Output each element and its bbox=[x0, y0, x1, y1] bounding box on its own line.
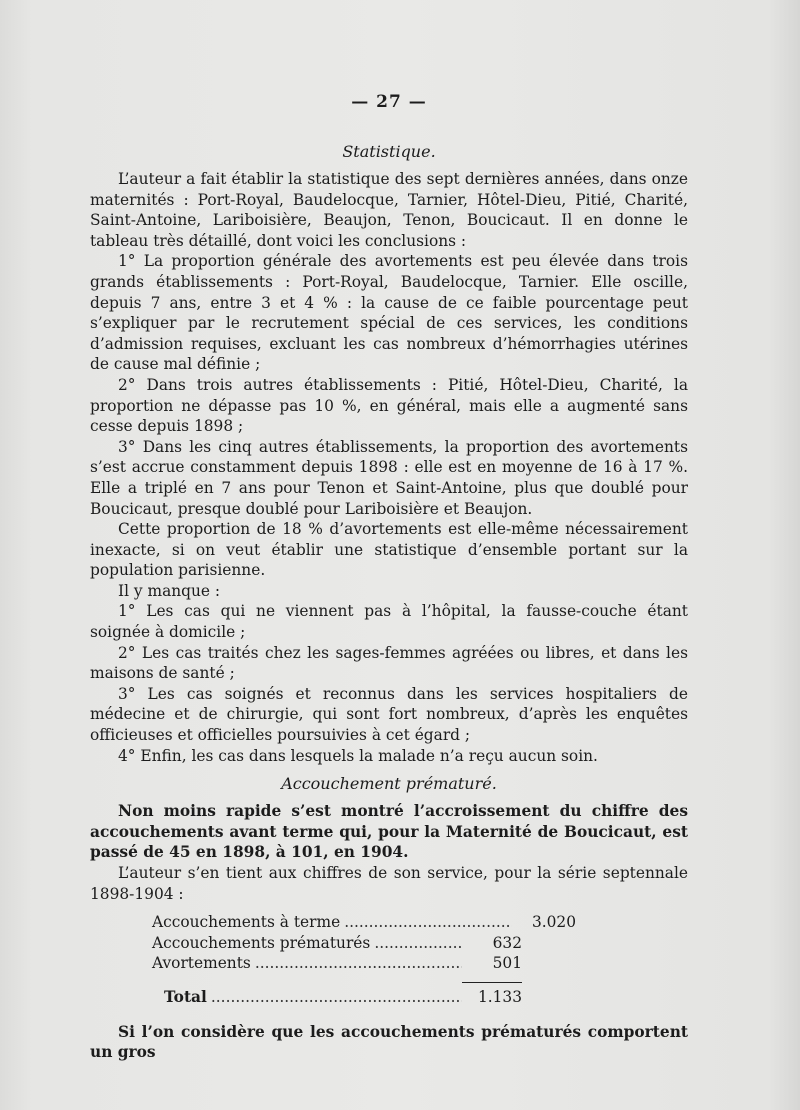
paragraph: L’auteur a fait établir la statistique des sept dernières années, dans onze maternités : Port-Royal, Baudelocque, Tarnier, Hôtel-Dieu, Pitié, Charité, Saint-Antoine, Lariboisière, Beaujon, Tenon, Boucicaut. Il en donne le tableau très détaillé, dont voici les conclusions : bbox=[90, 170, 688, 250]
total-label: Total bbox=[164, 987, 207, 1006]
leader-dots bbox=[344, 912, 512, 933]
sum-rule bbox=[462, 982, 522, 983]
row-label: Accouchements à terme bbox=[152, 913, 341, 932]
paragraph: 2° Les cas traités chez les sages-femmes agréées ou libres, et dans les maisons de santé ; bbox=[90, 643, 688, 683]
paragraph-continued: Si l’on considère que les accouchements prématurés comportent un gros bbox=[90, 1022, 688, 1062]
section-title-statistique: Statistique. bbox=[342, 142, 436, 161]
statistics-table bbox=[152, 912, 576, 1007]
row-value: 501 bbox=[492, 954, 522, 973]
page-number: — 27 — bbox=[351, 92, 427, 112]
table-row bbox=[152, 933, 522, 954]
row-value: 3.020 bbox=[531, 913, 576, 932]
total-value: 1.133 bbox=[477, 987, 522, 1006]
paragraph: Il y manque : bbox=[118, 581, 221, 600]
table-row bbox=[152, 912, 576, 933]
table-row bbox=[152, 953, 522, 974]
paragraph: Non moins rapide s’est montré l’accroissement du chiffre des accouchements avant terme qui, pour la Maternité de Boucicaut, est passé de 45 en 1898, à 101, en 1904. bbox=[90, 802, 688, 862]
row-value: 632 bbox=[492, 933, 522, 952]
row-label: Avortements bbox=[152, 954, 251, 973]
paragraph: 1° Les cas qui ne viennent pas à l’hôpital, la fausse-couche étant soignée à domicile ; bbox=[90, 602, 688, 642]
paragraph: 3° Les cas soignés et reconnus dans les services hospitaliers de médecine et de chirurgie, qui sont fort nombreux, d’après les enquêtes officieuses et officielles poursuivies à cet égard ; bbox=[90, 684, 688, 745]
leader-dots bbox=[255, 953, 462, 974]
paragraph: 3° Dans les cinq autres établissements, la proportion des avortements s’est accrue constamment depuis 1898 : elle est en moyenne de 16 à 17 %. Elle a triplé en 7 ans pour Tenon et Saint-Antoine, plus que doublé pour Boucicaut, presque doublé pour Lariboisière et Beaujon. bbox=[90, 437, 688, 518]
paragraph: 1° La proportion générale des avortements est peu élevée dans trois grands établissements : Port-Royal, Baudelocque, Tarnier. Elle oscille, depuis 7 ans, entre 3 et 4 % : la cause de ce faible pourcentage peut s’expliquer par le recrutement spécial de ces services, les conditions d’admission requises, excluant les cas nombreux d’hémorrhagies utérines de cause mal définie ; bbox=[90, 252, 688, 374]
leader-dots bbox=[374, 933, 462, 954]
section-title-accouchement-premature: Accouchement prématuré. bbox=[281, 774, 497, 794]
leader-dots bbox=[211, 987, 462, 1008]
paragraph: Cette proportion de 18 % d’avortements est elle-même nécessairement inexacte, si on veut établir une statistique d’ensemble portant sur la population parisienne. bbox=[90, 520, 688, 580]
paragraph: 2° Dans trois autres établissements : Pitié, Hôtel-Dieu, Charité, la proportion ne dépasse pas 10 %, en général, mais elle a augmenté sans cesse depuis 1898 ; bbox=[90, 375, 688, 436]
table-total-row bbox=[152, 987, 522, 1008]
paragraph: L’auteur s’en tient aux chiffres de son service, pour la série septennale 1898-1904 : bbox=[90, 864, 688, 903]
paragraph: 4° Enfin, les cas dans lesquels la malade n’a reçu aucun soin. bbox=[118, 746, 598, 765]
row-label: Accouchements prématurés bbox=[152, 933, 371, 952]
